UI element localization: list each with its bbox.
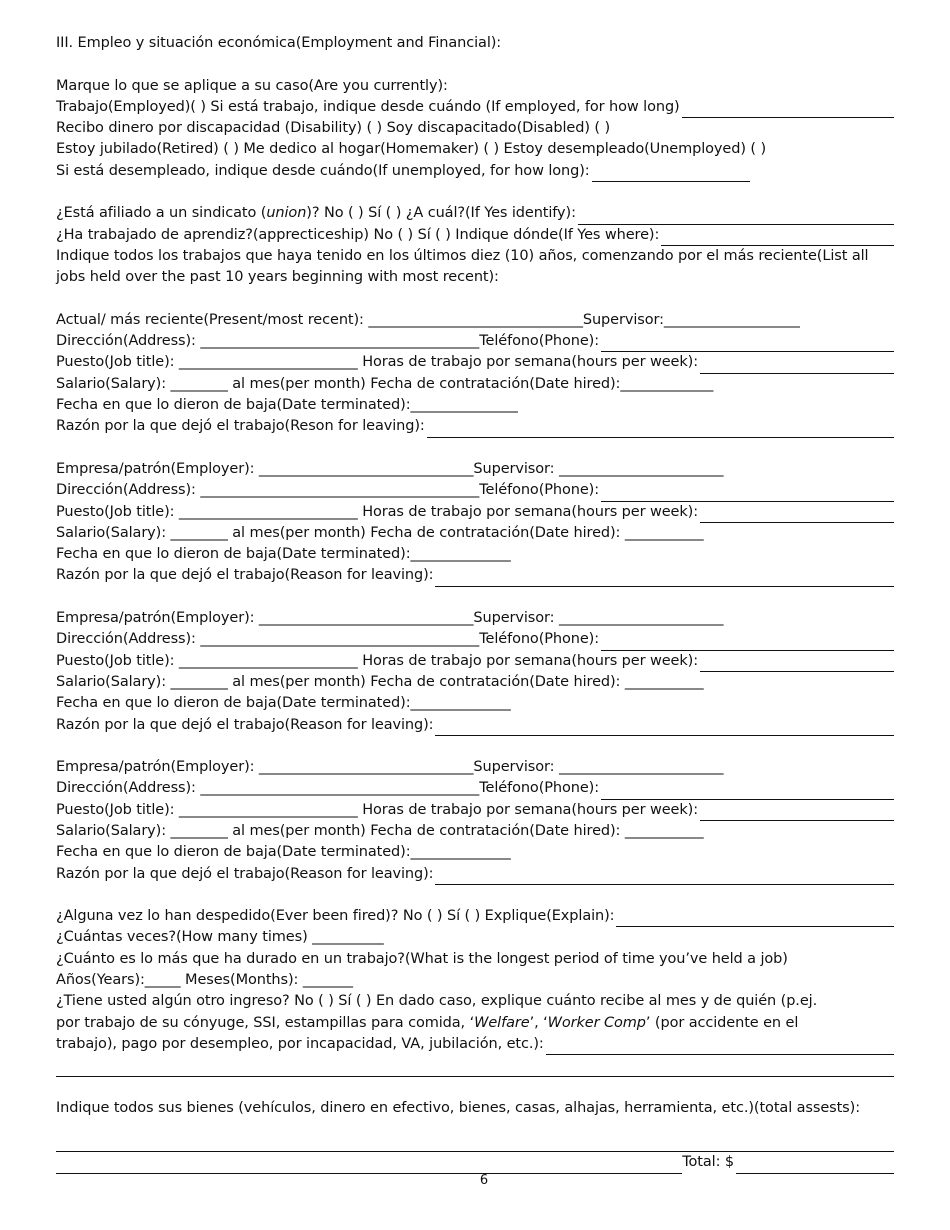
how-many-line: ¿Cuántas veces?(How many times) __________ [56, 929, 384, 946]
section-title: III. Empleo y situación económica(Employment and Financial): [56, 35, 502, 51]
hours-field[interactable] [700, 358, 894, 374]
retired-line: Estoy jubilado(Retired) ( ) Me dedico al hogar(Homemaker) ( ) Estoy desempleado(Unemployed) ( ) [56, 141, 767, 158]
income-field-extra[interactable] [56, 1061, 894, 1077]
supervisor-label: Supervisor:___________________ [582, 311, 800, 328]
longest-line: ¿Cuánto es lo más que ha durado en un trabajo?(What is the longest period of time you’ve held a job) [56, 950, 788, 967]
reason-field[interactable] [435, 571, 894, 587]
job-block-current: Actual/ más reciente(Present/most recent): ______________________________ Supervisor:___________________ Dirección(Address): _______________________________________ Teléfono(Phone): Puesto(Job title): _________________________ Horas de trabajo por semana(hours per week): Salario(Salary): ________ al mes(per month) Fecha de contratación(Date hired):_____________ Fecha en que lo dieron de baja(Date terminated):_______________ Razón por la que dejó el trabajo(Reson for leaving): [56, 310, 894, 438]
total-field[interactable] [736, 1158, 894, 1174]
hours-field[interactable] [700, 507, 894, 523]
total-line [56, 1152, 894, 1173]
status-prompt: Marque lo que se aplique a su caso(Are you currently): [56, 77, 448, 94]
hours-field[interactable] [700, 805, 894, 821]
income-field[interactable] [546, 1039, 894, 1055]
income-line-1: ¿Tiene usted algún otro ingreso? No ( ) Sí ( ) En dado caso, explique cuánto recibe al mes y de quién (p.ej. [56, 993, 818, 1010]
apprentice-line: ¿Ha trabajado de aprendiz?(apprecticeship) No ( ) Sí ( ) Indique dónde(If Yes where): [56, 225, 894, 246]
income-line-2: por trabajo de su cónyuge, SSI, estampillas para comida, ‘Welfare’, ‘Worker Comp’ (por accidente en el [56, 1014, 799, 1031]
phone-field[interactable] [601, 635, 894, 651]
jobs-intro: Indique todos los trabajos que haya tenido en los últimos diez (10) años, comenzando por el más reciente(List all jobs held over the past 10 years beginning with most recent): [56, 247, 869, 286]
union-field[interactable] [578, 209, 894, 225]
reason-field[interactable] [435, 869, 894, 885]
job-block-4: Empresa/patrón(Employer): ______________________________ Supervisor: _______________________ Dirección(Address): _______________________________________ Teléfono(Phone): Puesto(Job title): _________________________ Horas de trabajo por semana(hours per week): Salario(Salary): ________ al mes(per month) Fecha de contratación(Date hired): ___________ Fecha en que lo dieron de baja(Date terminated):______________ Razón por la que dejó el trabajo(Reason for leaving): [56, 757, 894, 885]
total-label: Total: $ [682, 1154, 734, 1171]
fired-line: ¿Alguna vez lo han despedido(Ever been fired)? No ( ) Sí ( ) Explique(Explain): [56, 906, 894, 927]
employed-since-field[interactable] [682, 102, 894, 118]
assets-line: Indique todos sus bienes (vehículos, dinero en efectivo, bienes, casas, alhajas, herramienta, etc.)(total assests): [56, 1099, 860, 1116]
employment-form [56, 33, 894, 1174]
job-block-3: Empresa/patrón(Employer): ______________________________ Supervisor: _______________________ Dirección(Address): _______________________________________ Teléfono(Phone): Puesto(Job title): _________________________ Horas de trabajo por semana(hours per week): Salario(Salary): ________ al mes(per month) Fecha de contratación(Date hired): ___________ Fecha en que lo dieron de baja(Date terminated):______________ Razón por la que dejó el trabajo(Reason for leaving): [56, 608, 894, 736]
fired-explain-field[interactable] [616, 911, 894, 927]
phone-field[interactable] [601, 784, 894, 800]
disability-line: Recibo dinero por discapacidad (Disability) ( ) Soy discapacitado(Disabled) ( ) [56, 120, 611, 137]
apprentice-field[interactable] [661, 230, 894, 246]
income-line-3: trabajo), pago por desempleo, por incapacidad, VA, jubilación, etc.): [56, 1034, 894, 1055]
employed-line: Trabajo(Employed)( ) Si está trabajo, indique desde cuándo (If employed, for how long) [56, 97, 894, 118]
page-number: 6 [479, 1173, 489, 1188]
unemployed-since-field[interactable] [592, 166, 750, 182]
phone-field[interactable] [601, 336, 894, 352]
employer-label: Actual/ más reciente(Present/most recent): ______________________________ [56, 311, 583, 328]
union-line: ¿Está afiliado a un sindicato (union)? No ( ) Sí ( ) ¿A cuál?(If Yes identify): [56, 203, 894, 224]
phone-field[interactable] [601, 486, 894, 502]
hours-field[interactable] [700, 656, 894, 672]
unemployed-line: Si está desempleado, indique desde cuándo(If unemployed, for how long): [56, 161, 894, 182]
assets-field[interactable] [56, 1136, 894, 1152]
years-months-line: Años(Years):_____ Meses(Months): _______ [56, 972, 353, 989]
reason-field[interactable] [427, 422, 894, 438]
assets-field-2[interactable] [56, 1158, 682, 1174]
reason-field[interactable] [435, 720, 894, 736]
job-block-2: Empresa/patrón(Employer): ______________________________ Supervisor: _______________________ Dirección(Address): _______________________________________ Teléfono(Phone): Puesto(Job title): _________________________ Horas de trabajo por semana(hours per week): Salario(Salary): ________ al mes(per month) Fecha de contratación(Date hired): ___________ Fecha en que lo dieron de baja(Date terminated):______________ Razón por la que dejó el trabajo(Reason for leaving): [56, 459, 894, 587]
